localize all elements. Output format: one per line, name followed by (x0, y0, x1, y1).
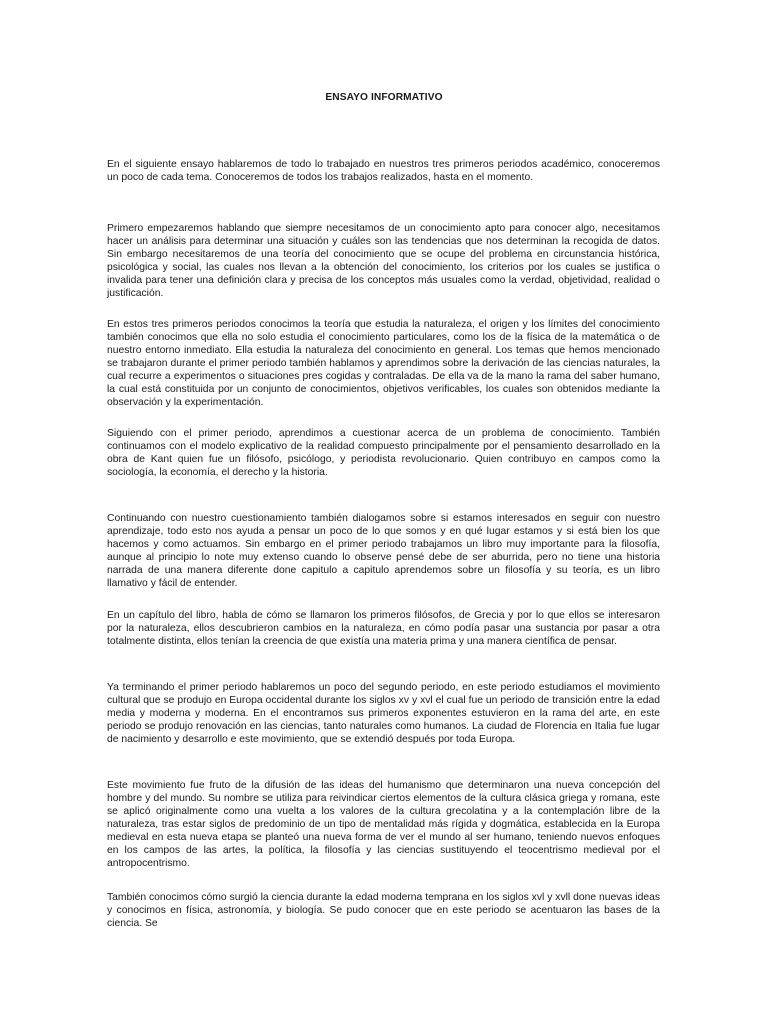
document-title: ENSAYO INFORMATIVO (325, 92, 443, 103)
paragraph-theory-of-knowledge: Primero empezaremos hablando que siempre necesitamos de un conocimiento apto para conocer algo, necesitamos hacer un análisis para determinar una situación y cuáles son las tendencias que nos determinan la recogida de datos. Sin embargo necesitaremos de una teoría del conocimiento que se ocupe del problema en circunstancia histórica, psicológica y social, las cuales nos llevan a la obtención del conocimiento, los criterios por los cuales se justifica o invalida para tener una definición clara y precisa de los conceptos más usuales como la verdad, objetividad, realidad o justificación. (107, 223, 660, 299)
paragraph-kant: Siguiendo con el primer periodo, aprendimos a cuestionar acerca de un problema de conocimiento. También continuamos con el modelo explicativo de la realidad compuesto principalmente por el pensamiento desarrollado en la obra de Kant quien fue un filósofo, psicólogo, y periodista revolucionario. Quien contribuyo en campos como la sociología, la economía, el derecho y la historia. (107, 428, 660, 478)
paragraph-second-period: Ya terminando el primer periodo hablaremos un poco del segundo periodo, en este periodo estudiamos el movimiento cultural que se produjo en Europa occidental durante los siglos xv y xvl el cual fue un periodo de transición entre la edad media y moderna y moderna. En el encontramos sus primeros exponentes estuvieron en la rama del arte, en este periodo se produjo renovación en las ciencias, tanto naturales como humanos. La ciudad de Florencia en Italia fue lugar de nacimiento y desarrollo e este movimiento, que se extendió después por toda Europa. (107, 682, 660, 745)
paragraph-intro: En el siguiente ensayo hablaremos de todo lo trabajado en nuestros tres primeros periodos académico, conoceremos un poco de cada tema. Conoceremos de todos los trabajos realizados, hasta en el momento. (107, 159, 660, 183)
paragraph-first-philosophers: En un capítulo del libro, habla de cómo se llamaron los primeros filósofos, de Grecia y por lo que ellos se interesaron por la naturaleza, ellos descubrieron cambios en la naturaleza, en cómo podía pasar una sustancia por pasar a otra totalmente distinta, ellos tenían la creencia de que existía una materia prima y una manera científica de pensar. (107, 610, 660, 647)
paragraph-modern-science: También conocimos cómo surgió la ciencia durante la edad moderna temprana en los siglos xvl y xvll done nuevas ideas y conocimos en física, astronomía, y biología. Se pudo conocer que en este periodo se acentuaron las bases de la ciencia. Se (107, 892, 660, 929)
paragraph-first-periods: En estos tres primeros periodos conocimos la teoría que estudia la naturaleza, el origen y los límites del conocimiento también conocimos que ella no solo estudia el conocimiento particulares, como los de la física de la matemática o de nuestro entorno inmediato. Ella estudia la naturaleza del conocimiento en general. Los temas que hemos mencionado se trabajaron durante el primer periodo también hablamos y aprendimos sobre la derivación de las ciencias naturales, la cual recurre a experimentos o situaciones pres cogidas y contraladas. De ella va de la mano la rama del saber humano, la cual está constituida por un conjunto de conocimientos, objetivos verificables, los cuales son obtenidos mediante la observación y la experimentación. (107, 319, 660, 408)
paragraph-humanism: Este movimiento fue fruto de la difusión de las ideas del humanismo que determinaron una nueva concepción del hombre y del mundo. Su nombre se utiliza para reivindicar ciertos elementos de la cultura clásica griega y romana, este se aplicó originalmente como una vuelta a los valores de la cultura grecolatina y a la contemplación libre de la naturaleza, tras estar siglos de predominio de un tipo de mentalidad más rígida y dogmática, establecida en la Europa medieval en esta nueva etapa se planteó una nueva forma de ver el mundo al ser humano, teniendo nuevos enfoques en los campos de las artes, la política, la filosofía y las ciencias sustituyendo el teocentrismo medieval por el antropocentrismo. (107, 780, 660, 869)
paragraph-questioning: Continuando con nuestro cuestionamiento también dialogamos sobre si estamos interesados en seguir con nuestro aprendizaje, todo esto nos ayuda a pensar un poco de lo que somos y en qué lugar estamos y si está bien los que hacemos y como actuamos. Sin embargo en el primer periodo trabajamos un libro muy importante para la filosofía, aunque al principio lo note muy extenso cuando lo observe pensé debe de ser aburrida, pero no tiene una historia narrada de una manera diferente done capitulo a capitulo aprendemos sobre un filosofía y su teoría, es un libro llamativo y fácil de entender. (107, 513, 660, 589)
